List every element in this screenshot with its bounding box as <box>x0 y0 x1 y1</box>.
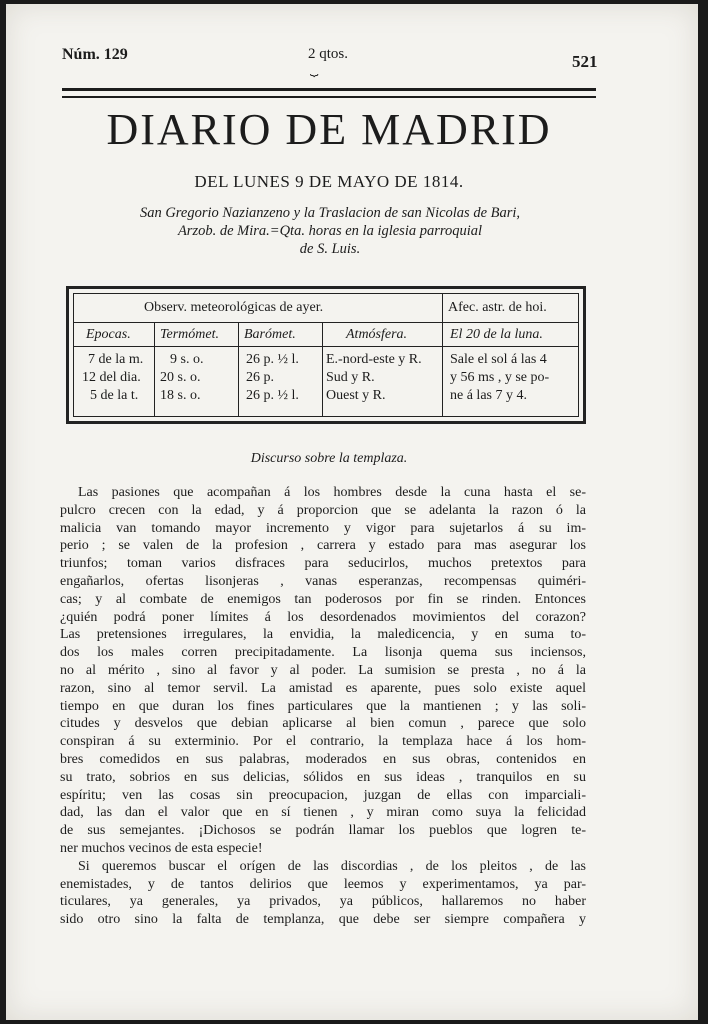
row-3-epoca: 5 de la t. <box>90 388 139 403</box>
row-2-atmos: Sud y R. <box>326 370 375 385</box>
header-rule-bottom <box>62 96 596 98</box>
row-1-baro: 26 p. ½ l. <box>246 352 299 367</box>
article-line: dad, las dan el valor que en sí tienen , y miran como suya la felicidad <box>60 805 586 821</box>
article-body <box>60 484 586 929</box>
col-atmosfera: Atmósfera. <box>346 327 408 342</box>
col-divider-1 <box>154 322 155 416</box>
article-line: cas; y al combate de enemigos tan poderosos por fin se rinden. Entonces <box>60 591 586 607</box>
article-line: sido otro sino la falta de templanza, que debe ser siempre compañera y <box>60 912 586 928</box>
article-line: de sus semejantes. ¡Dichosos se podrán llamar los pueblos que logren te- <box>60 823 586 839</box>
row-2-term: 20 s. o. <box>160 370 201 385</box>
article-line: engañarlos, ofertas lisonjeras , vanas esperanzas, recompensas quiméri- <box>60 573 586 589</box>
masthead-title: DIARIO DE MADRID <box>106 105 552 154</box>
saints-line-3: de S. Luis. <box>299 241 361 257</box>
col-divider-3 <box>322 322 323 416</box>
brace-ornament-icon: ⏟ <box>310 62 319 77</box>
row-2-baro: 26 p. <box>246 370 274 385</box>
issue-price <box>308 46 349 77</box>
col-divider-2 <box>238 322 239 416</box>
col-luna: El 20 de la luna. <box>450 327 543 342</box>
header-row-rule <box>74 346 578 347</box>
saints-line-1: San Gregorio Nazianzeno y la Traslacion de san Nicolas de Bari, <box>139 205 521 221</box>
article-line: tiempo en que duran los fines particulares que la mantienen ; y las soli- <box>60 698 586 714</box>
astro-title: Afec. astr. de hoi. <box>448 300 547 315</box>
row-3-term: 18 s. o. <box>160 388 201 403</box>
article-line: conspiran á su exterminio. Por el contrario, la templaza hace á los hom- <box>60 734 586 750</box>
row-1-term: 9 s. o. <box>170 352 204 367</box>
newspaper-page <box>6 4 698 1020</box>
article-line: pulcro crecen con la edad, y á proporcion que se adelanta la razon ó la <box>60 502 586 518</box>
article-line: triunfos; toman varios disfraces para seducirlos, muchos pretextos para <box>60 556 586 572</box>
col-divider-4 <box>442 322 443 416</box>
title-row-rule <box>74 322 578 323</box>
saints-of-the-day <box>90 204 570 258</box>
sun-line-3: ne á las 7 y 4. <box>450 388 527 403</box>
article-line: Si queremos buscar el orígen de las discordias , de los pleitos , de las <box>78 858 586 874</box>
row-3-atmos: Ouest y R. <box>326 388 386 403</box>
article-line: ner muchos vecinos de esta especie! <box>60 840 263 856</box>
title-divider <box>442 294 443 322</box>
article-line: ¿quién podrá poner límites á los desordenados movimientos del corazon? <box>60 609 586 625</box>
header-rule-top <box>62 88 596 91</box>
dateline: DEL LUNES 9 DE MAYO DE 1814. <box>194 172 464 191</box>
article-line: Las pasiones que acompañan á los hombres desde la cuna hasta el se- <box>78 485 586 500</box>
row-1-epoca: 7 de la m. <box>88 352 144 367</box>
issue-number: Núm. 129 <box>62 46 128 63</box>
article-line: bres comedidos en sus palabras, moderados en sus obras, contenidos en <box>60 751 586 767</box>
weather-table <box>66 286 586 424</box>
weather-title: Observ. meteorológicas de ayer. <box>144 300 324 315</box>
saints-line-2: Arzob. de Mira.=Qta. horas en la iglesia parroquial <box>177 223 483 239</box>
article-line: Las pretensiones irregulares, la envidia, la maledicencia, y en suma to- <box>60 627 586 643</box>
sun-line-2: y 56 ms , y se po- <box>450 370 550 385</box>
sun-line-1: Sale el sol á las 4 <box>450 352 547 367</box>
row-2-epoca: 12 del dia. <box>82 370 141 385</box>
article-line: citudes y desvelos que debian aplicarse al bien comun , parece que solo <box>60 716 586 732</box>
weather-table-inner <box>73 293 579 417</box>
article-line: su trato, sobrios en sus delicias, sólidos en sus ideas , tranquilos en su <box>60 769 586 785</box>
row-3-baro: 26 p. ½ l. <box>246 388 299 403</box>
price-label: 2 qtos. <box>308 46 349 62</box>
article-line: no al mérito , sino al favor y al poder. La sumision se presta , no á la <box>60 662 586 678</box>
col-termometro: Termómet. <box>160 327 219 342</box>
col-barometro: Barómet. <box>244 327 296 342</box>
article-line: ticulares, ya generales, ya privados, ya públicos, hallaremos no haber <box>60 894 586 910</box>
row-1-atmos: E.-nord-este y R. <box>326 352 422 367</box>
article-line: enemistades, y de tantos delirios que leemos y experimentamos, ya par- <box>60 876 586 892</box>
col-epocas: Epocas. <box>86 327 131 342</box>
article-line: dos los males corren precipitadamente. La lisonja quema sus inciensos, <box>60 645 586 661</box>
article-line: razon, sino al temor servil. La amistad es aparente, pues solo existe aquel <box>60 680 586 696</box>
article-line: espíritu; ven las cosas sin preocupacion, juzgan de ellas con imparciali- <box>60 787 586 803</box>
article-line: perio ; se valen de la profesion , carrera y estado para mas asegurar los <box>60 538 586 554</box>
page-number: 521 <box>572 52 598 71</box>
article-line: malicia van tomando mayor incremento y vigor para sujetarlos á su im- <box>60 520 586 536</box>
article-caption: Discurso sobre la templaza. <box>250 451 408 466</box>
